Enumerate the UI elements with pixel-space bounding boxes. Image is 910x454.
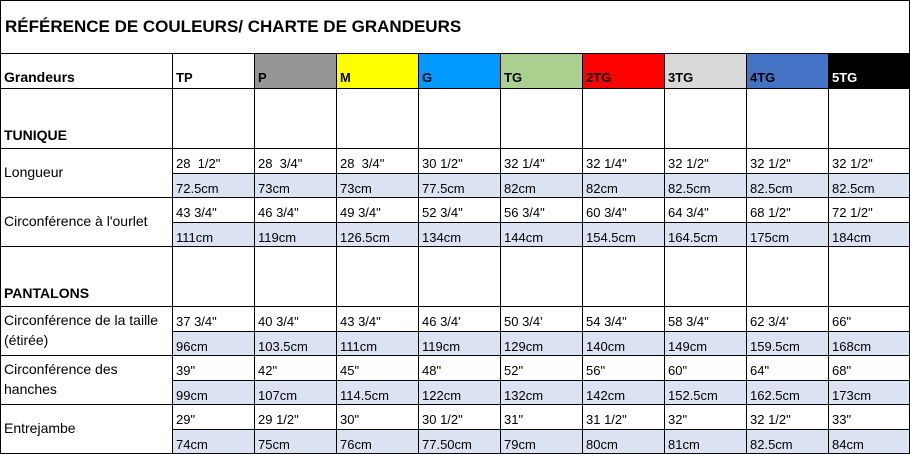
size-header-2tg: 2TG bbox=[583, 54, 665, 89]
size-header-3tg: 3TG bbox=[665, 54, 747, 89]
cm-value-cell: 80cm bbox=[583, 430, 665, 454]
cm-value-cell: 75cm bbox=[255, 430, 337, 454]
cm-value-cell: 82.5cm bbox=[747, 430, 829, 454]
section-title: TUNIQUE bbox=[1, 89, 173, 149]
inch-value-cell: 32 1/2" bbox=[747, 405, 829, 430]
cm-value-cell: 129cm bbox=[501, 332, 583, 356]
cm-value-cell: 142cm bbox=[583, 381, 665, 405]
cm-value-cell: 184cm bbox=[829, 223, 910, 247]
inch-value-cell: 43 3/4" bbox=[173, 198, 255, 223]
inch-value-cell: 30" bbox=[337, 405, 419, 430]
cm-value-cell: 82.5cm bbox=[829, 174, 910, 198]
size-header-g: G bbox=[419, 54, 501, 89]
inch-value-cell: 50 3/4' bbox=[501, 307, 583, 332]
cm-value-cell: 140cm bbox=[583, 332, 665, 356]
empty-cell bbox=[419, 89, 501, 149]
empty-cell bbox=[583, 247, 665, 307]
measure-label: Entrejambe bbox=[1, 405, 173, 454]
inch-value-cell: 32 1/2" bbox=[747, 149, 829, 174]
cm-value-cell: 82.5cm bbox=[747, 174, 829, 198]
cm-value-cell: 74cm bbox=[173, 430, 255, 454]
header-label: Grandeurs bbox=[1, 54, 173, 89]
section-row bbox=[1, 89, 910, 149]
cm-value-cell: 107cm bbox=[255, 381, 337, 405]
inch-value-cell: 37 3/4" bbox=[173, 307, 255, 332]
empty-cell bbox=[337, 247, 419, 307]
inch-value-cell: 32 1/4" bbox=[501, 149, 583, 174]
cm-value-cell: 126.5cm bbox=[337, 223, 419, 247]
cm-value-cell: 81cm bbox=[665, 430, 747, 454]
inch-value-cell: 39" bbox=[173, 356, 255, 381]
inch-value-cell: 40 3/4" bbox=[255, 307, 337, 332]
chart-title: RÉFÉRENCE DE COULEURS/ CHARTE DE GRANDEURS bbox=[1, 1, 910, 54]
cm-value-cell: 99cm bbox=[173, 381, 255, 405]
cm-value-cell: 96cm bbox=[173, 332, 255, 356]
inch-value-cell: 28 3/4" bbox=[337, 149, 419, 174]
inch-value-cell: 32 1/2" bbox=[829, 149, 910, 174]
cm-value-cell: 82cm bbox=[583, 174, 665, 198]
inch-value-cell: 54 3/4" bbox=[583, 307, 665, 332]
section-row bbox=[1, 247, 910, 307]
empty-cell bbox=[337, 89, 419, 149]
inch-value-cell: 58 3/4" bbox=[665, 307, 747, 332]
inch-value-cell: 48" bbox=[419, 356, 501, 381]
empty-cell bbox=[747, 89, 829, 149]
cm-value-cell: 149cm bbox=[665, 332, 747, 356]
inch-value-cell: 29 1/2" bbox=[255, 405, 337, 430]
inch-value-cell: 64 3/4" bbox=[665, 198, 747, 223]
cm-value-cell: 82.5cm bbox=[665, 174, 747, 198]
cm-value-cell: 144cm bbox=[501, 223, 583, 247]
cm-value-cell: 168cm bbox=[829, 332, 910, 356]
cm-value-cell: 114.5cm bbox=[337, 381, 419, 405]
size-header-5tg: 5TG bbox=[829, 54, 910, 89]
empty-cell bbox=[501, 247, 583, 307]
inch-value-cell: 29" bbox=[173, 405, 255, 430]
cm-value-cell: 173cm bbox=[829, 381, 910, 405]
measure-row-inches bbox=[1, 405, 910, 430]
inch-value-cell: 72 1/2" bbox=[829, 198, 910, 223]
measure-row-inches bbox=[1, 307, 910, 332]
inch-value-cell: 46 3/4" bbox=[255, 198, 337, 223]
inch-value-cell: 30 1/2" bbox=[419, 149, 501, 174]
size-header-tp: TP bbox=[173, 54, 255, 89]
inch-value-cell: 32 1/4" bbox=[583, 149, 665, 174]
cm-value-cell: 82cm bbox=[501, 174, 583, 198]
measure-row-inches bbox=[1, 356, 910, 381]
measure-label: Circonférence des hanches bbox=[1, 356, 173, 405]
empty-cell bbox=[501, 89, 583, 149]
inch-value-cell: 62 3/4' bbox=[747, 307, 829, 332]
size-header-m: M bbox=[337, 54, 419, 89]
inch-value-cell: 56" bbox=[583, 356, 665, 381]
inch-value-cell: 64" bbox=[747, 356, 829, 381]
cm-value-cell: 154.5cm bbox=[583, 223, 665, 247]
inch-value-cell: 32 1/2" bbox=[665, 149, 747, 174]
inch-value-cell: 46 3/4' bbox=[419, 307, 501, 332]
cm-value-cell: 84cm bbox=[829, 430, 910, 454]
inch-value-cell: 43 3/4" bbox=[337, 307, 419, 332]
inch-value-cell: 32" bbox=[665, 405, 747, 430]
cm-value-cell: 111cm bbox=[173, 223, 255, 247]
size-header-p: P bbox=[255, 54, 337, 89]
cm-value-cell: 164.5cm bbox=[665, 223, 747, 247]
inch-value-cell: 60" bbox=[665, 356, 747, 381]
inch-value-cell: 66" bbox=[829, 307, 910, 332]
cm-value-cell: 119cm bbox=[255, 223, 337, 247]
section-title: PANTALONS bbox=[1, 247, 173, 307]
cm-value-cell: 162.5cm bbox=[747, 381, 829, 405]
cm-value-cell: 103.5cm bbox=[255, 332, 337, 356]
measure-row-inches bbox=[1, 149, 910, 174]
empty-cell bbox=[747, 247, 829, 307]
size-header-tg: TG bbox=[501, 54, 583, 89]
cm-value-cell: 79cm bbox=[501, 430, 583, 454]
inch-value-cell: 49 3/4" bbox=[337, 198, 419, 223]
inch-value-cell: 60 3/4" bbox=[583, 198, 665, 223]
size-header-4tg: 4TG bbox=[747, 54, 829, 89]
cm-value-cell: 122cm bbox=[419, 381, 501, 405]
inch-value-cell: 28 1/2" bbox=[173, 149, 255, 174]
cm-value-cell: 134cm bbox=[419, 223, 501, 247]
measure-label: Longueur bbox=[1, 149, 173, 198]
empty-cell bbox=[665, 89, 747, 149]
measure-label: Circonférence de la taille (étirée) bbox=[1, 307, 173, 356]
cm-value-cell: 77.5cm bbox=[419, 174, 501, 198]
inch-value-cell: 45" bbox=[337, 356, 419, 381]
cm-value-cell: 152.5cm bbox=[665, 381, 747, 405]
inch-value-cell: 68 1/2" bbox=[747, 198, 829, 223]
empty-cell bbox=[829, 89, 910, 149]
inch-value-cell: 68" bbox=[829, 356, 910, 381]
cm-value-cell: 77.50cm bbox=[419, 430, 501, 454]
measure-row-inches bbox=[1, 198, 910, 223]
empty-cell bbox=[255, 89, 337, 149]
inch-value-cell: 31 1/2" bbox=[583, 405, 665, 430]
cm-value-cell: 119cm bbox=[419, 332, 501, 356]
cm-value-cell: 76cm bbox=[337, 430, 419, 454]
cm-value-cell: 132cm bbox=[501, 381, 583, 405]
cm-value-cell: 159.5cm bbox=[747, 332, 829, 356]
empty-cell bbox=[173, 89, 255, 149]
inch-value-cell: 31" bbox=[501, 405, 583, 430]
empty-cell bbox=[173, 247, 255, 307]
inch-value-cell: 52 3/4" bbox=[419, 198, 501, 223]
cm-value-cell: 73cm bbox=[337, 174, 419, 198]
cm-value-cell: 73cm bbox=[255, 174, 337, 198]
inch-value-cell: 56 3/4" bbox=[501, 198, 583, 223]
empty-cell bbox=[419, 247, 501, 307]
inch-value-cell: 30 1/2" bbox=[419, 405, 501, 430]
inch-value-cell: 42" bbox=[255, 356, 337, 381]
empty-cell bbox=[665, 247, 747, 307]
empty-cell bbox=[583, 89, 665, 149]
empty-cell bbox=[255, 247, 337, 307]
inch-value-cell: 28 3/4" bbox=[255, 149, 337, 174]
empty-cell bbox=[829, 247, 910, 307]
cm-value-cell: 72.5cm bbox=[173, 174, 255, 198]
measure-label: Circonférence à l'ourlet bbox=[1, 198, 173, 247]
inch-value-cell: 52" bbox=[501, 356, 583, 381]
inch-value-cell: 33" bbox=[829, 405, 910, 430]
cm-value-cell: 175cm bbox=[747, 223, 829, 247]
cm-value-cell: 111cm bbox=[337, 332, 419, 356]
